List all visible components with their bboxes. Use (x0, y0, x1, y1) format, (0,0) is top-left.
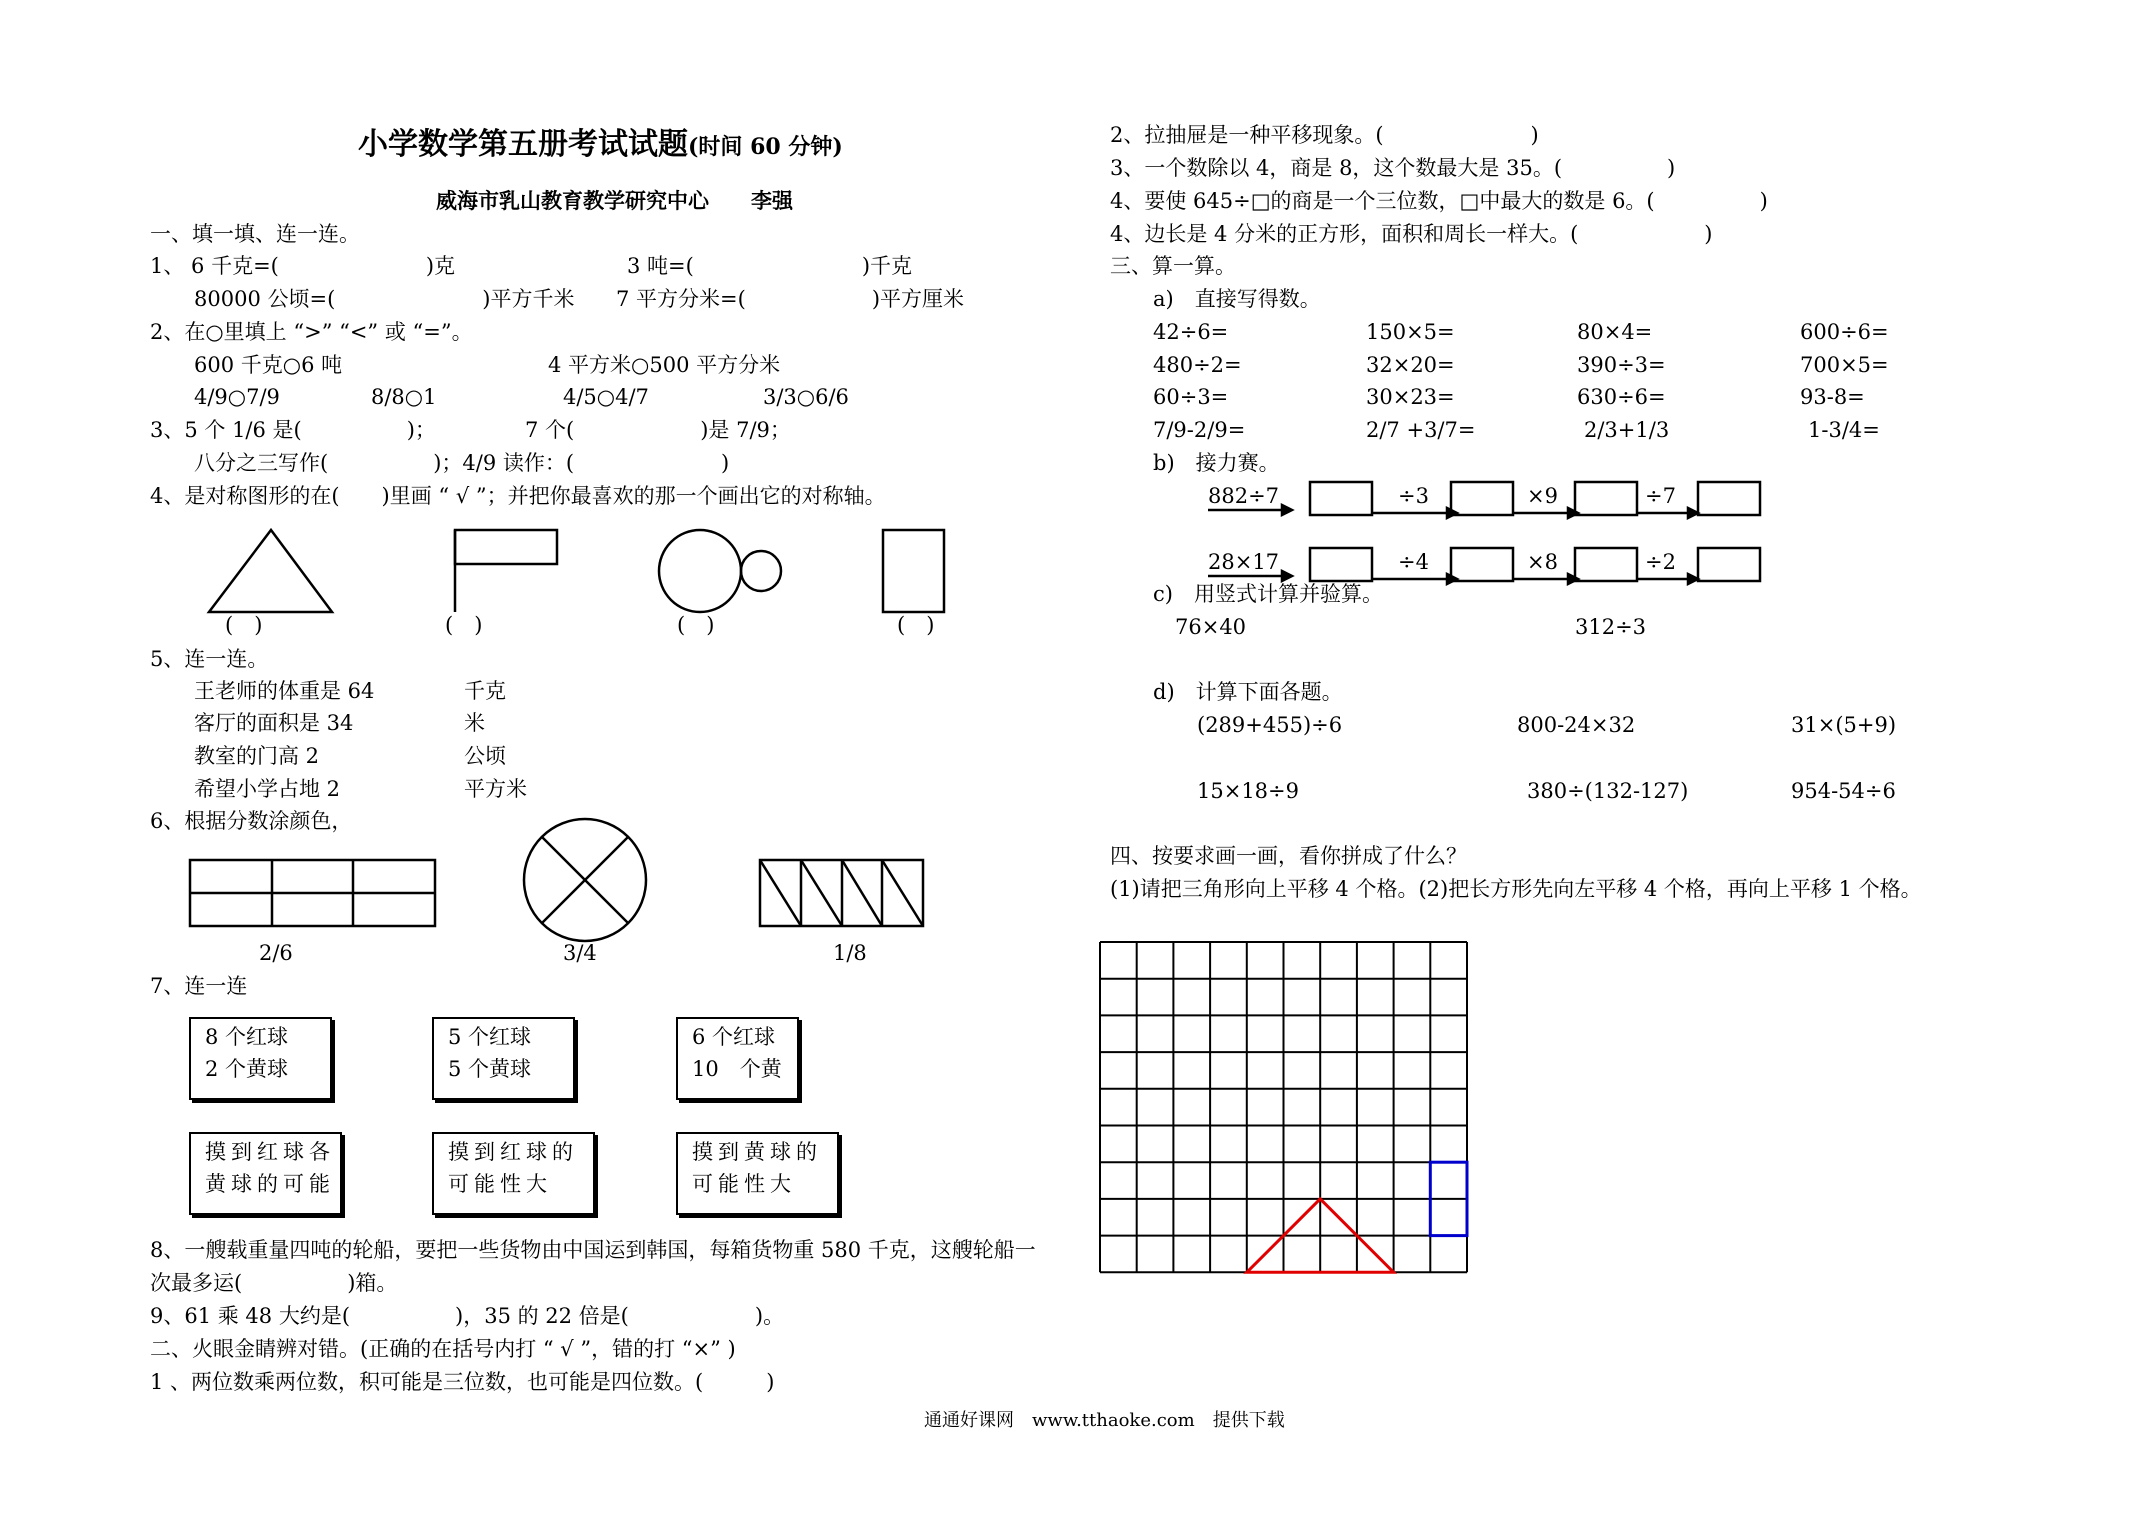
judge-3: 3、一个数除以 4，商是 8，这个数最大是 35。( ) (1110, 156, 1676, 180)
relay-2-op-2: ×8 (1527, 550, 1558, 574)
q6-label-3: 1/8 (833, 941, 867, 965)
symmetry-triangle (209, 530, 332, 612)
relay-2-op-3: ÷2 (1645, 550, 1676, 574)
q7-top-card-3: 6 个红球 10 个黄 (676, 1017, 799, 1100)
q7-bottom-card-1: 摸到红球各 黄球的可能 (189, 1132, 342, 1215)
section-4-instructions: (1)请把三角形向上平移 4 个格。(2)把长方形先向左平移 4 个格，再向上平移 1 个格。 (1110, 877, 1922, 901)
part-d-r2-c1: 15×18÷9 (1197, 779, 1299, 803)
fraction-circle-quarters (524, 819, 646, 941)
part-c-item-2: 312÷3 (1575, 615, 1647, 639)
relay-2-chain (1208, 548, 1760, 584)
q3-c: 八分之三写作( )；4/9 读作：( ) (194, 451, 730, 475)
title-note: (时间 60 分钟) (688, 134, 843, 160)
oral-r3-c2: 30×23= (1366, 385, 1455, 409)
relay-1-op-1: ÷3 (1398, 484, 1429, 508)
q1-a: 1、 6 千克=( )克 (150, 254, 456, 278)
part-d-r1-c3: 31×(5+9) (1791, 713, 1897, 737)
part-d-r2-c3: 954-54÷6 (1791, 779, 1896, 803)
section-1-heading: 一、填一填、连一连。 (150, 222, 360, 246)
section-4-heading: 四、按要求画一画，看你拼成了什么？ (1110, 844, 1467, 868)
q7-bottom-card-2: 摸到红球的 可能性大 (432, 1132, 595, 1215)
q2-f: 3/3○6/6 (763, 385, 849, 409)
q7-bottom-card-3: 摸到黄球的 可能性大 (676, 1132, 839, 1215)
q2-c: 4/9○7/9 (194, 385, 280, 409)
symmetry-rectangle (883, 530, 944, 612)
fraction-rect-eighths (760, 860, 923, 926)
drawing-grid (1100, 942, 1467, 1272)
q7-prompt: 7、连一连 (150, 974, 248, 998)
relay-1-start: 882÷7 (1208, 484, 1280, 508)
q5-left-3: 教室的门高 2 (194, 744, 320, 768)
part-d-r1-c2: 800-24×32 (1517, 713, 1636, 737)
q5-left-1: 王老师的体重是 64 (194, 679, 375, 703)
q1-d: 7 平方分米=( )平方厘米 (616, 287, 965, 311)
q5-prompt: 5、连一连。 (150, 647, 269, 671)
oral-r4-c1: 7/9-2/9= (1153, 418, 1246, 442)
symmetry-two-circles (659, 530, 781, 612)
relay-1-chain (1208, 482, 1760, 518)
q9: 9、61 乘 48 大约是( )，35 的 22 倍是( )。 (150, 1304, 785, 1328)
q2-d: 8/8○1 (371, 385, 437, 409)
judge-5: 4、边长是 4 分米的正方形，面积和周长一样大。( ) (1110, 222, 1713, 246)
q4-paren-flag: ( ) (445, 613, 483, 637)
q2-prompt: 2、在○里填上 “>” “<” 或 “=”。 (150, 320, 473, 344)
oral-r1-c2: 150×5= (1366, 320, 1455, 344)
relay-2-start: 28×17 (1208, 550, 1280, 574)
q3-b: 7 个( )是 7/9； (525, 418, 791, 442)
q3-a: 3、5 个 1/6 是( )； (150, 418, 436, 442)
q4-prompt: 4、是对称图形的在( )里画 “ √ ”；并把你最喜欢的那一个画出它的对称轴。 (150, 484, 886, 508)
judge-2: 2、拉抽屉是一种平移现象。( ) (1110, 123, 1539, 147)
part-a-heading: a) 直接写得数。 (1153, 287, 1321, 311)
judge-1: 1 、两位数乘两位数，积可能是三位数，也可能是四位数。( ) (150, 1370, 775, 1394)
q7-top-card-1: 8 个红球 2 个黄球 (189, 1017, 332, 1100)
oral-r3-c1: 60÷3= (1153, 385, 1229, 409)
oral-r2-c3: 390÷3= (1577, 353, 1666, 377)
oral-r2-c1: 480÷2= (1153, 353, 1242, 377)
q6-label-1: 2/6 (259, 941, 293, 965)
part-d-heading: d) 计算下面各题。 (1153, 680, 1343, 704)
oral-r2-c2: 32×20= (1366, 353, 1455, 377)
q1-b: 3 吨=( )千克 (627, 254, 913, 278)
oral-r4-c3: 2/3+1/3 (1584, 418, 1670, 442)
part-c-heading: c) 用竖式计算并验算。 (1153, 582, 1383, 606)
q1-c: 80000 公顷=( )平方千米 (194, 287, 575, 311)
section-3-heading: 三、算一算。 (1110, 254, 1236, 278)
q5-right-1: 千克 (464, 679, 506, 703)
q2-a: 600 千克○6 吨 (194, 353, 343, 377)
q8-line-2: 次最多运( )箱。 (150, 1271, 398, 1295)
q5-left-2: 客厅的面积是 34 (194, 711, 354, 735)
relay-1-op-3: ÷7 (1645, 484, 1676, 508)
q5-left-4: 希望小学占地 2 (194, 777, 341, 801)
symmetry-flag (455, 530, 557, 612)
page-title: 小学数学第五册考试试题(时间 60 分钟) (358, 127, 843, 162)
oral-r4-c2: 2/7 +3/7= (1366, 418, 1476, 442)
q2-b: 4 平方米○500 平方分米 (548, 353, 781, 377)
q6-label-2: 3/4 (563, 941, 597, 965)
q5-right-2: 米 (464, 711, 485, 735)
q4-paren-circles: ( ) (677, 613, 715, 637)
part-d-r1-c1: (289+455)÷6 (1197, 713, 1343, 737)
fraction-rect-sixths (190, 860, 435, 926)
q6-prompt: 6、根据分数涂颜色， (150, 809, 353, 833)
oral-r4-c4: 1-3/4= (1808, 418, 1880, 442)
oral-r3-c4: 93-8= (1800, 385, 1865, 409)
q2-e: 4/5○4/7 (563, 385, 649, 409)
q7-top-card-2: 5 个红球 5 个黄球 (432, 1017, 575, 1100)
q4-paren-rect: ( ) (897, 613, 935, 637)
part-b-heading: b) 接力赛。 (1153, 451, 1280, 475)
q5-right-4: 平方米 (464, 777, 527, 801)
judge-4: 4、要使 645÷□的商是一个三位数，□中最大的数是 6。( ) (1110, 189, 1768, 213)
oral-r2-c4: 700×5= (1800, 353, 1889, 377)
oral-r1-c1: 42÷6= (1153, 320, 1229, 344)
footer-credit: 通通好课网 www.tthaoke.com 提供下载 (924, 1410, 1285, 1431)
oral-r1-c4: 600÷6= (1800, 320, 1889, 344)
q8-line-1: 8、一艘载重量四吨的轮船，要把一些货物由中国运到韩国，每箱货物重 580 千克，这艘轮船一 (150, 1238, 1036, 1262)
relay-1-op-2: ×9 (1527, 484, 1558, 508)
part-c-item-1: 76×40 (1175, 615, 1247, 639)
relay-2-op-1: ÷4 (1398, 550, 1429, 574)
q5-right-3: 公顷 (464, 744, 506, 768)
section-2-heading: 二、火眼金睛辨对错。(正确的在括号内打 “ √ ”，错的打 “×” ) (150, 1337, 736, 1361)
q4-paren-triangle: ( ) (225, 613, 263, 637)
author-line: 威海市乳山教育教学研究中心 李强 (436, 188, 793, 213)
part-d-r2-c2: 380÷(132-127) (1527, 779, 1689, 803)
oral-r1-c3: 80×4= (1577, 320, 1653, 344)
oral-r3-c3: 630÷6= (1577, 385, 1666, 409)
